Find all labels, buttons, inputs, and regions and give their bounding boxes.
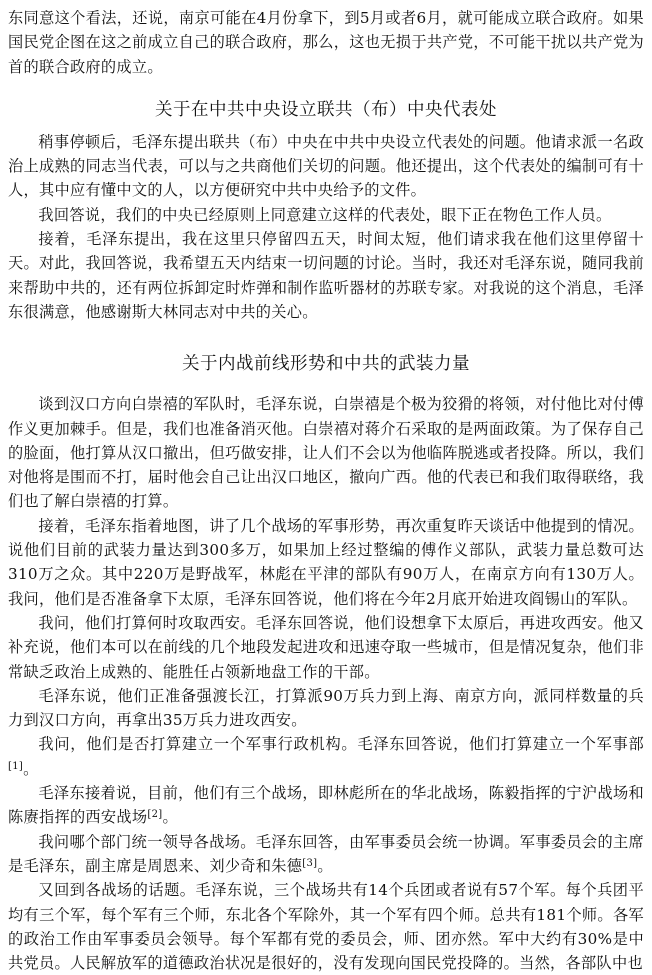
paragraph-office-request: 稍事停顿后，毛泽东提出联共（布）中央在中共中央设立代表处的问题。他请求派一名政治上成熟的同志当代表，可以与之共商他们关切的问题。他还提出，这个代表处的编制可有十人，其中应有懂中文的人，以方便研究中共中央给予的文件。	[8, 132, 644, 200]
footnote-ref-2[interactable]: [2]	[147, 809, 163, 821]
paragraph-end: 。	[23, 759, 39, 778]
paragraph-office-reply: 我回答说，我们的中央已经原则上同意建立这样的代表处，眼下正在物色工作人员。	[38, 205, 612, 224]
paragraph-continued: 东同意这个看法，还说，南京可能在4月份拿下，到5月或者6月，就可能成立联合政府。如果国民党企图在这之前成立自己的联合政府，那么，这也无损于共产党，不可能干扰以共产党为首的联合政府的成立。	[8, 9, 644, 76]
paragraph-xian-attack: 我问，他们打算何时攻取西安。毛泽东回答说，他们设想拿下太原后，再进攻西安。他又补充说，他们本可以在前线的几个地段发起进攻和迅速夺取一些城市，但是情况复杂，他们非常缺乏政治上成熟的、能胜任占领新地盘工作的干部。	[8, 613, 644, 681]
paragraph-text: 我问，他们是否打算建立一个军事行政机构。毛泽东回答说，他们打算建立一个军事部	[38, 735, 644, 754]
footnote-ref-1[interactable]: [1]	[8, 760, 24, 772]
paragraph-military-commission	[8, 830, 644, 879]
paragraph-yangtze-crossing: 毛泽东说，他们正准备强渡长江，打算派90万兵力到上海、南京方向，派同样数量的兵力到汉口方向，再拿出35万兵力进攻西安。	[8, 686, 644, 730]
section-heading-representative-office: 关于在中共中央设立联共（布）中央代表处	[155, 99, 497, 120]
paragraph-end: 。	[317, 856, 333, 875]
section-heading-front-situation: 关于内战前线形势和中共的武装力量	[182, 354, 470, 375]
paragraph-three-fronts	[8, 781, 644, 830]
paragraph-text: 毛泽东接着说，目前，他们有三个战场，即林彪所在的华北战场，陈毅指挥的宁沪战场和陈赓指挥的西安战场	[8, 784, 644, 827]
paragraph-end: 。	[162, 808, 178, 827]
paragraph-army-structure: 又回到各战场的话题。毛泽东说，三个战场共有14个兵团或者说有57个军。每个兵团平均有三个军，每个军有三个师，东北各个军除外，其一个军有四个师。总共有181个师。各军的政治工作由军事委员会领导。每个军都有党的委员会，师、团亦然。军中大约有30%是中共党员。人民解放军的道德政治状况是很好的，没有发现向国民党投降的。当然，各部队中也	[8, 881, 644, 973]
paragraph-military-department	[8, 732, 644, 781]
footnote-ref-3[interactable]: [3]	[302, 857, 318, 869]
paragraph-bai-chongxi: 谈到汉口方向白崇禧的军队时，毛泽东说，白崇禧是个极为狡猾的将领，对付他比对付傅作义更加棘手。但是，我们也准备消灭他。白崇禧对蒋介石采取的是两面政策。为了保存自己的脸面，他打算从汉口撤出，但巧做安排，让人们不会以为他临阵脱逃或者投降。所以，我们对他将是围而不打，届时他会自己让出汉口地区，撤向广西。他的代表已和我们取得联络，我们也了解白崇禧的打算。	[8, 395, 644, 511]
paragraph-text: 我问哪个部门统一领导各战场。毛泽东回答，由军事委员会统一协调。军事委员会的主席是毛泽东，副主席是周恩来、刘少奇和朱德	[8, 832, 644, 875]
paragraph-stay-duration: 接着，毛泽东提出，我在这里只停留四五天，时间太短，他们请求我在他们这里停留十天。对此，我回答说，我希望五天内结束一切问题的讨论。当时，我还对毛泽东说，随同我前来帮助中共的，还有两位拆卸定时炸弹和制作监听器材的苏联专家。对我说的这个消息，毛泽东很满意，他感谢斯大林同志对中共的关心。	[8, 230, 644, 321]
paragraph-armed-forces: 接着，毛泽东指着地图，讲了几个战场的军事形势，再次重复昨天谈话中他提到的情况。说他们目前的武装力量达到300多万，如果加上经过整编的傅作义部队，武装力量总数可达310万之众。其中220万是野战军，林彪在平津的部队有90万人，在南京方向有130万人。我问，他们是否准备拿下太原，毛泽东回答说，他们将在今年2月底开始进攻阎锡山的军队。	[8, 516, 644, 608]
